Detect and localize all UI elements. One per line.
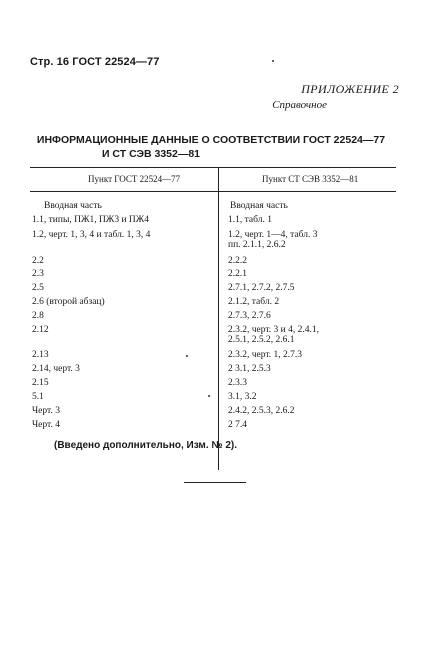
doc-title-line2: И СТ СЭВ 3352—81 xyxy=(101,148,201,160)
table-cell-right: 3.1, 3.2 xyxy=(228,392,257,402)
table-cell-right: 2.5.1, 2.5.2, 2.6.1 xyxy=(228,335,295,345)
scan-speck xyxy=(272,60,274,62)
footnote: (Введено дополнительно, Изм. № 2). xyxy=(54,440,237,451)
table-cell-right: 1.2, черт. 1—4, табл. 3 xyxy=(228,230,318,240)
table-cell-right: 2.3.2, черт. 1, 2.7.3 xyxy=(228,350,303,360)
table-cell-right: 2.1.2, табл. 2 xyxy=(228,297,280,307)
doc-title-line1: ИНФОРМАЦИОННЫЕ ДАННЫЕ О СООТВЕТСТВИИ ГОСТ 22524—77 xyxy=(36,134,386,146)
table-cell-right: 2.2.2 xyxy=(228,256,247,266)
table-cell-left: 2.12 xyxy=(32,325,49,335)
table-cell-right: 2.4.2, 2.5.3, 2.6.2 xyxy=(228,406,295,416)
table-cell-left: 2.15 xyxy=(32,378,49,388)
appendix-subtitle: Справочное xyxy=(272,99,327,111)
table-cell-left: 2.5 xyxy=(32,283,44,293)
table-cell-right: 2 3.1, 2.5.3 xyxy=(228,364,271,374)
end-rule xyxy=(184,482,246,483)
table-cell-right: 2.3.2, черт. 3 и 4, 2.4.1, xyxy=(228,325,320,335)
appendix-title: ПРИЛОЖЕНИЕ 2 xyxy=(301,82,399,96)
table-cell-right: 2.2.1 xyxy=(228,269,247,279)
table-top-rule xyxy=(30,167,396,168)
table-cell-left: 2.3 xyxy=(32,269,44,279)
table-column-divider xyxy=(218,167,219,470)
table-cell-right: 2.7.1, 2.7.2, 2.7.5 xyxy=(228,283,295,293)
table-cell-right: 1.1, табл. 1 xyxy=(228,215,272,225)
table-cell-left: 2.8 xyxy=(32,311,44,321)
table-cell-right: 2 7.4 xyxy=(228,420,247,430)
table-cell-left: Вводная часть xyxy=(44,201,102,211)
table-cell-left: 5.1 xyxy=(32,392,44,402)
table-cell-left: Черт. 4 xyxy=(32,420,60,430)
scan-speck xyxy=(208,395,210,397)
column-header-st-sev: Пункт СТ СЭВ 3352—81 xyxy=(262,174,359,184)
table-cell-right: пп. 2.1.1, 2.6.2 xyxy=(228,240,286,250)
table-cell-left: 2.13 xyxy=(32,350,49,360)
table-cell-left: 2.6 (второй абзац) xyxy=(32,297,105,307)
table-cell-right: 2.3.3 xyxy=(228,378,247,388)
table-cell-left: 1.2, черт. 1, 3, 4 и табл. 1, 3, 4 xyxy=(32,230,151,240)
table-cell-left: 2.2 xyxy=(32,256,44,266)
scan-speck xyxy=(186,355,188,357)
table-header-rule xyxy=(30,191,396,192)
table-cell-left: Черт. 3 xyxy=(32,406,60,416)
table-cell-right: Вводная часть xyxy=(230,201,288,211)
table-cell-left: 2.14, черт. 3 xyxy=(32,364,80,374)
column-header-gost: Пункт ГОСТ 22524—77 xyxy=(88,174,181,184)
table-cell-left: 1.1, типы, ПЖ1, ПЖ3 и ПЖ4 xyxy=(32,215,150,225)
table-cell-right: 2.7.3, 2.7.6 xyxy=(228,311,271,321)
page-header: Стр. 16 ГОСТ 22524—77 xyxy=(30,56,160,68)
